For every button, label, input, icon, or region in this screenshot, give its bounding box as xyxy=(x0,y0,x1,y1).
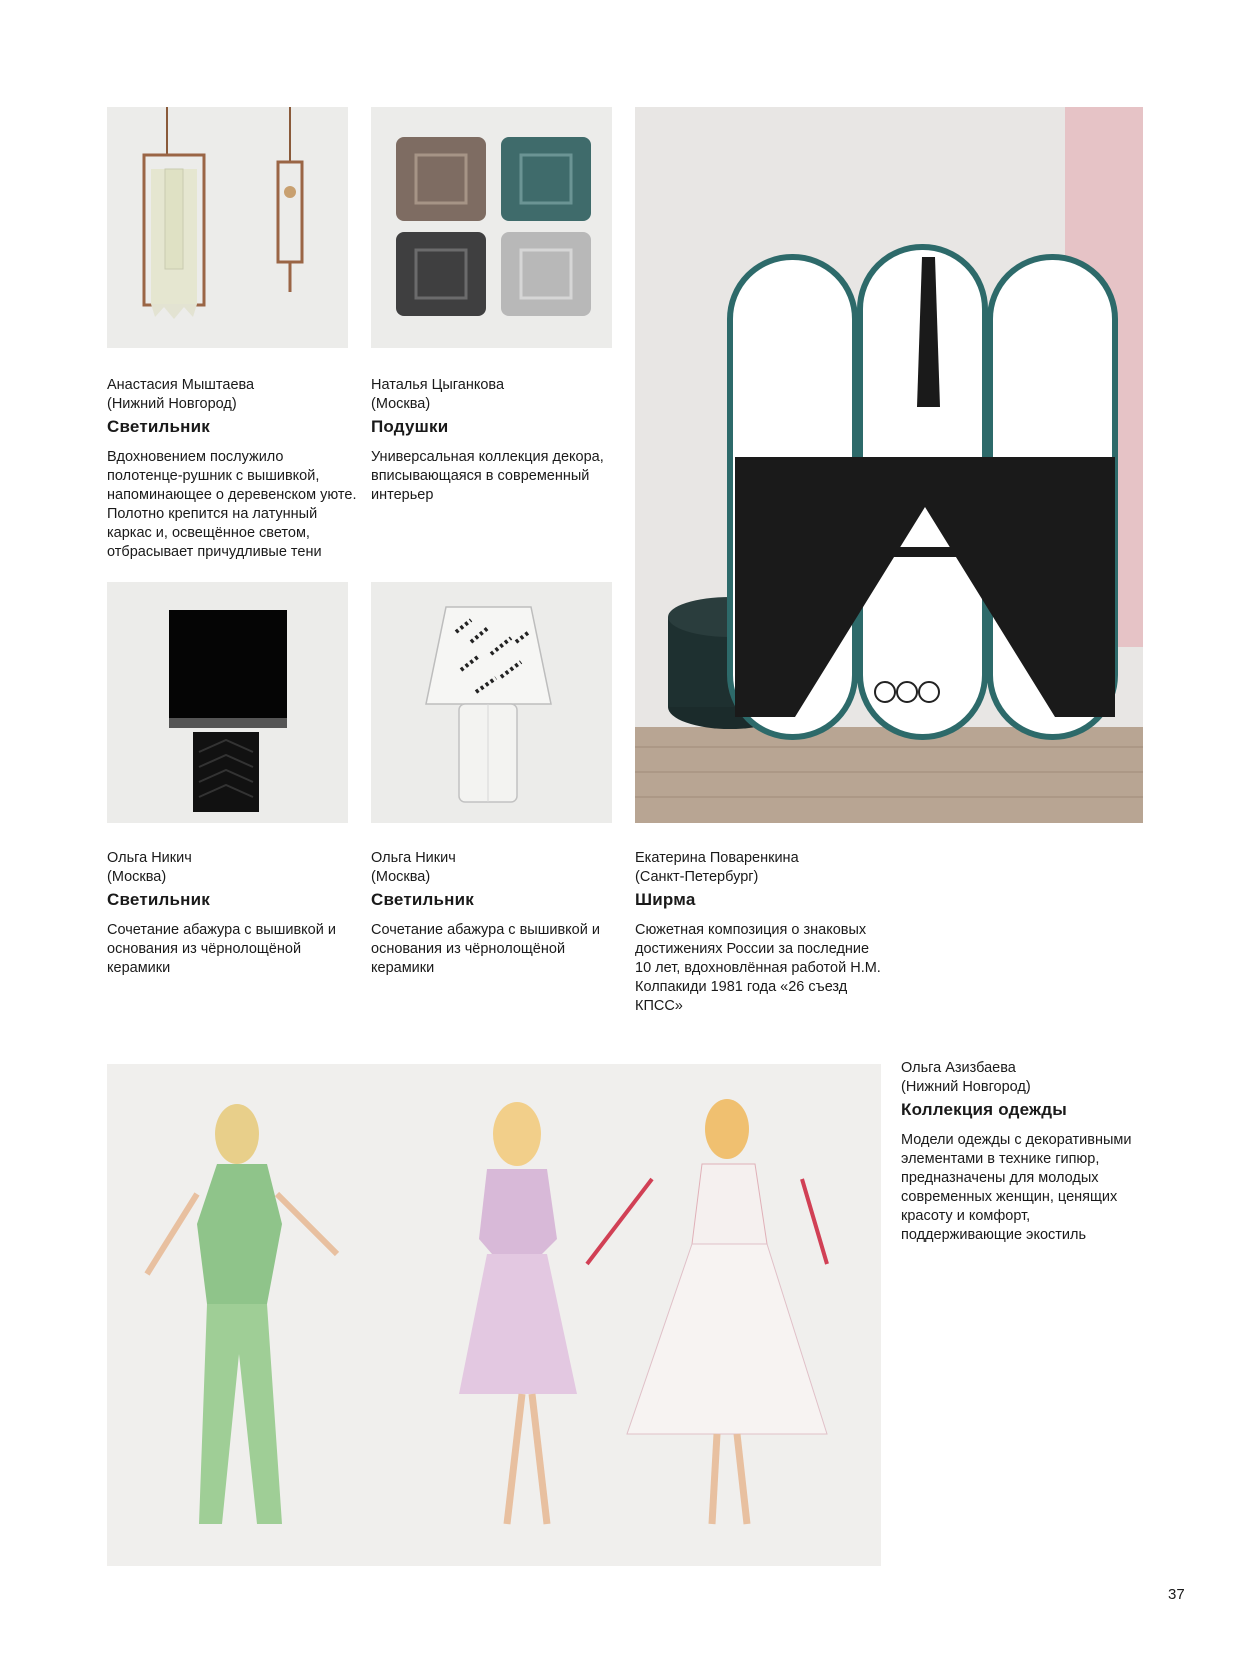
author: Наталья Цыганкова xyxy=(371,377,505,393)
cushions-image xyxy=(371,107,612,348)
author: Ольга Азизбаева xyxy=(901,1060,1016,1076)
white-lamp-image xyxy=(371,582,612,823)
pendant-lamp-image xyxy=(107,107,348,348)
caption-clothing-collection xyxy=(901,1059,1146,1245)
city: (Санкт-Петербург) xyxy=(635,869,759,885)
item-title: Светильник xyxy=(107,890,210,909)
city: (Нижний Новгород) xyxy=(901,1079,1031,1095)
item-description: Вдохновением послужило полотенце-рушник с вышивкой, напоминающее о деревенском уюте. Полотно крепится на латунный каркас и, освещённое светом, отбрасывает причудливые тени xyxy=(107,449,357,560)
item-title: Коллекция одежды xyxy=(901,1100,1067,1119)
item-description: Модели одежды с декоративными элементами в технике гипюр, предназначены для молодых современных женщин, ценящих красоту и комфорт, поддерживающие экостиль xyxy=(901,1132,1132,1243)
page-number: 37 xyxy=(1168,1586,1185,1603)
item-title: Подушки xyxy=(371,417,449,436)
author: Ольга Никич xyxy=(371,850,456,866)
caption-folding-screen xyxy=(635,849,885,1016)
author: Екатерина Поваренкина xyxy=(635,850,799,866)
item-title: Светильник xyxy=(107,417,210,436)
caption-pendant-lamp xyxy=(107,376,362,562)
caption-cushions xyxy=(371,376,621,505)
folding-screen-image xyxy=(635,107,1143,823)
item-description: Универсальная коллекция декора, вписывающаяся в современный интерьер xyxy=(371,449,604,503)
item-description: Сочетание абажура с вышивкой и основания из чёрнолощёной керамики xyxy=(371,922,600,976)
item-description: Сочетание абажура с вышивкой и основания из чёрнолощёной керамики xyxy=(107,922,336,976)
city: (Москва) xyxy=(107,869,167,885)
clothing-collection-image xyxy=(107,1064,881,1566)
item-description: Сюжетная композиция о знаковых достижениях России за последние 10 лет, вдохновлённая работой Н.М. Колпакиди 1981 года «26 съезд КПСС» xyxy=(635,922,881,1014)
black-lamp-image xyxy=(107,582,348,823)
city: (Москва) xyxy=(371,869,431,885)
city: (Нижний Новгород) xyxy=(107,396,237,412)
item-title: Ширма xyxy=(635,890,696,909)
caption-black-lamp xyxy=(107,849,352,978)
author: Ольга Никич xyxy=(107,850,192,866)
author: Анастасия Мыштаева xyxy=(107,377,255,393)
city: (Москва) xyxy=(371,396,431,412)
item-title: Светильник xyxy=(371,890,474,909)
caption-white-lamp xyxy=(371,849,616,978)
